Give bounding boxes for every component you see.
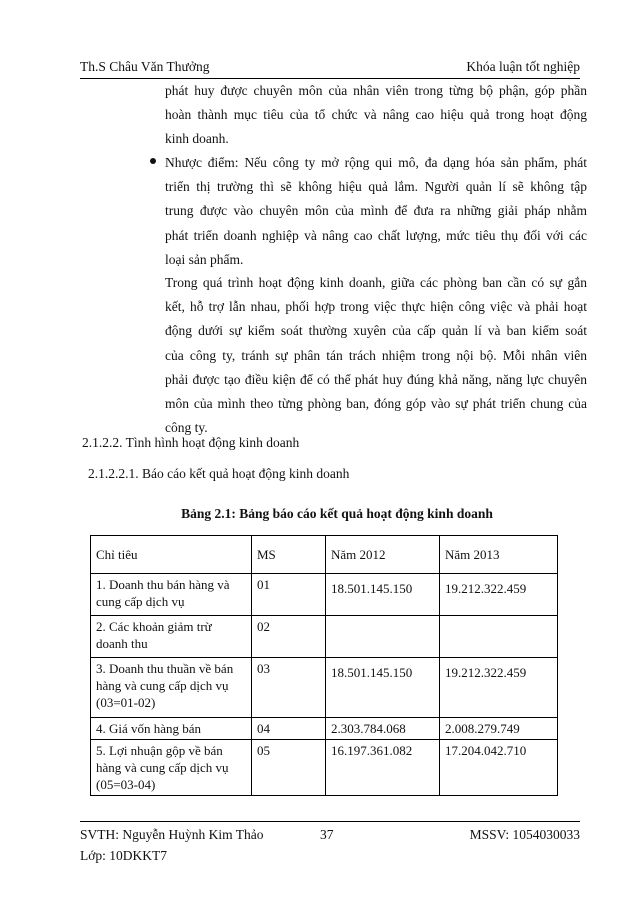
header-advisor: Th.S Châu Văn Thưởng (80, 59, 210, 74)
text-line: phát triển doanh nghiệp và nâng cao chất lượng, mức tiêu thụ đối với các (165, 227, 587, 243)
code-cell: 03 (252, 658, 326, 718)
text-line: hoàn thành mục tiêu của tổ chức và nâng cao hiệu quả trong hoạt động (165, 107, 587, 123)
paragraph-coordination (165, 271, 587, 440)
table-row (91, 574, 558, 616)
page-header (80, 58, 580, 79)
indicator-cell (91, 658, 252, 718)
table-row (91, 616, 558, 658)
table-row (91, 658, 558, 718)
cell-line: (03=01-02) (96, 695, 156, 710)
text-line: loại sản phẩm. (165, 251, 244, 267)
value-2013-cell: 19.212.322.459 (440, 658, 558, 718)
value-2013-cell: 2.008.279.749 (440, 718, 558, 740)
paragraph-intro (165, 79, 587, 152)
code-cell: 01 (252, 574, 326, 616)
value-2012-cell: 18.501.145.150 (326, 574, 440, 616)
cell-line: (05=03-04) (96, 777, 156, 792)
table-caption: Bảng 2.1: Bảng báo cáo kết quả hoạt động kinh doanh (181, 506, 493, 521)
text-line: động dưới sự kiểm soát thường xuyên của cấp quản lí và ban kiểm soát (165, 323, 587, 339)
header-cell-2012: Năm 2012 (326, 536, 440, 574)
bullet-icon (150, 158, 156, 164)
indicator-cell (91, 616, 252, 658)
value-2012-cell (326, 616, 440, 658)
bullet-disadvantage (165, 151, 587, 272)
value-2013-cell: 19.212.322.459 (440, 574, 558, 616)
code-cell: 05 (252, 740, 326, 796)
cell-line: hàng và cung cấp dịch vụ (96, 760, 229, 775)
value-2012-cell: 16.197.361.082 (326, 740, 440, 796)
table-header-row (91, 536, 558, 574)
text-line: phát huy được chuyên môn của nhân viên trong từng bộ phận, góp phần (165, 83, 587, 98)
section-heading: 2.1.2.2. Tình hình hoạt động kinh doanh (82, 435, 300, 450)
cell-line: 5. Lợi nhuận gộp về bán (96, 743, 223, 758)
cell-line: 4. Giá vốn hàng bán (96, 721, 202, 736)
table-row (91, 740, 558, 796)
indicator-cell (91, 718, 252, 740)
footer-author: SVTH: Nguyễn Huỳnh Kim Thảo (80, 827, 264, 842)
page-footer (80, 821, 580, 863)
text-line: phải được tạo điều kiện để có thể phát huy đúng khả năng, năng lực chuyên (165, 371, 587, 387)
text-line: môn của mình theo từng phòng ban, đóng góp vào sự phát triển chung của (165, 395, 587, 411)
code-cell: 04 (252, 718, 326, 740)
text-line: Nhược điểm: Nếu công ty mở rộng qui mô, đa dạng hóa sản phẩm, phát (165, 155, 587, 170)
subsection-heading: 2.1.2.2.1. Báo cáo kết quả hoạt động kinh doanh (88, 466, 350, 481)
cell-line: 2. Các khoản giảm trừ (96, 619, 212, 634)
text-line: triển thị trường thì sẽ không hiệu quả lắm. Người quản lí sẽ không tập (165, 179, 587, 195)
value-2012-cell: 18.501.145.150 (326, 658, 440, 718)
header-cell-2013: Năm 2013 (440, 536, 558, 574)
cell-line: 1. Doanh thu bán hàng và (96, 577, 230, 592)
text-line: của công ty, tránh sự phân tán trách nhiệm trong nội bộ. Mỗi nhân viên (165, 347, 587, 363)
footer-class: Lớp: 10DKKT7 (80, 848, 168, 863)
cell-line: cung cấp dịch vụ (96, 594, 185, 609)
header-cell-code: MS (252, 536, 326, 574)
business-results-table (90, 535, 558, 796)
text-line: công ty. (165, 420, 208, 436)
code-cell: 02 (252, 616, 326, 658)
indicator-cell (91, 740, 252, 796)
header-cell-indicator: Chỉ tiêu (91, 536, 252, 574)
page-number: 37 (320, 827, 334, 842)
text-line: kinh doanh. (165, 131, 229, 147)
cell-line: doanh thu (96, 636, 148, 651)
text-line: Trong quá trình hoạt động kinh doanh, giữa các phòng ban cần có sự gắn (165, 275, 587, 290)
table-row (91, 718, 558, 740)
value-2012-cell: 2.303.784.068 (326, 718, 440, 740)
header-doc-type: Khóa luận tốt nghiệp (466, 59, 580, 74)
value-2013-cell (440, 616, 558, 658)
text-line: trung được vào chuyên môn của mình để đưa ra những giải pháp nhằm (165, 203, 587, 219)
cell-line: hàng và cung cấp dịch vụ (96, 678, 229, 693)
indicator-cell (91, 574, 252, 616)
cell-line: 3. Doanh thu thuần về bán (96, 661, 234, 676)
text-line: kết, hỗ trợ lẫn nhau, phối hợp trong việc thực hiện công việc và phải hoạt (165, 299, 587, 315)
value-2013-cell: 17.204.042.710 (440, 740, 558, 796)
footer-student-id: MSSV: 1054030033 (469, 827, 580, 842)
